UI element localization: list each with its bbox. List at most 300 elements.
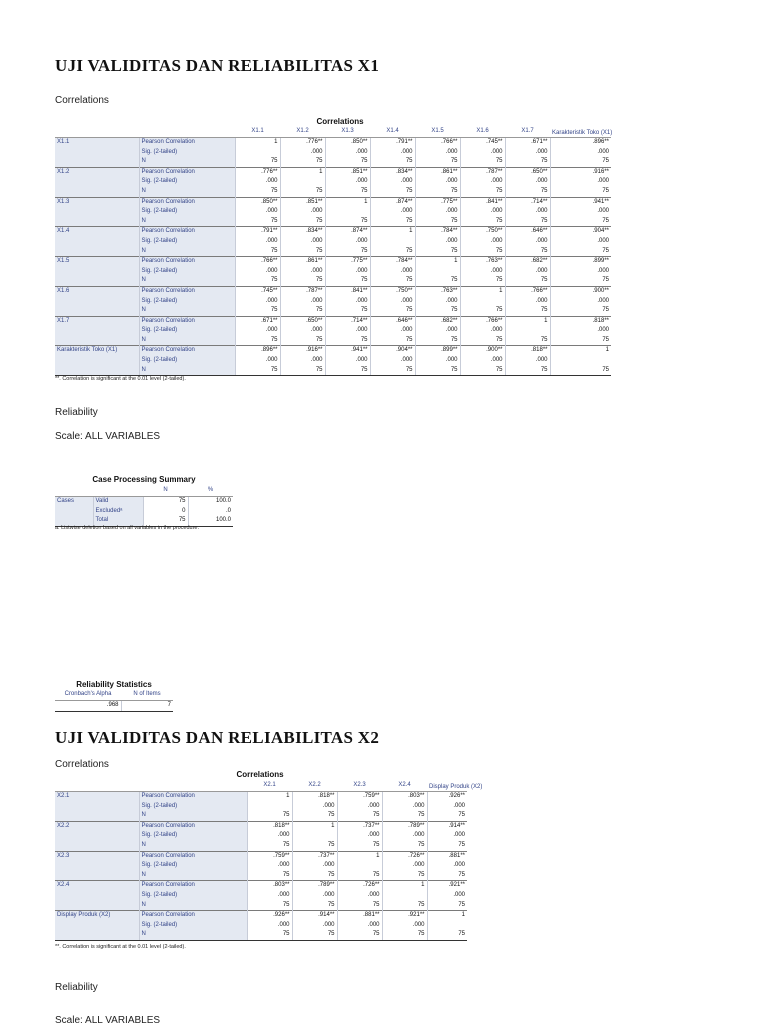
x1-cell: 75 (415, 366, 460, 376)
x1-cell: 75 (550, 157, 611, 167)
x1-cell (280, 177, 325, 187)
stat-label: N (139, 930, 247, 940)
row-label-spacer (55, 841, 139, 851)
x1-cell: .000 (280, 148, 325, 158)
x1-cell: 1 (280, 167, 325, 177)
x1-cell: 1 (460, 286, 505, 296)
reliability-stats-title: Reliability Statistics (76, 680, 152, 689)
x1-table-row (55, 257, 611, 267)
x1-cell: .000 (505, 237, 550, 247)
x1-cell: 75 (460, 276, 505, 286)
x2-row-label: X2.3 (55, 851, 139, 861)
x1-cell: .000 (505, 177, 550, 187)
row-label-spacer (55, 891, 139, 901)
x2-table-row (55, 811, 467, 821)
rel-col-alpha: Cronbach's Alpha (55, 689, 121, 701)
x1-cell: .000 (280, 237, 325, 247)
x1-cell (550, 356, 611, 366)
x1-cell: .745** (235, 286, 280, 296)
x1-table-row (55, 167, 611, 177)
x2-cell: 75 (427, 841, 467, 851)
x1-cell: .000 (235, 326, 280, 336)
rel-col-items: N of Items (121, 689, 173, 701)
stat-label: Sig. (2-tailed) (139, 237, 235, 247)
case-group-label: Cases (55, 497, 93, 507)
stat-label: Pearson Correlation (139, 792, 247, 802)
x1-table-row (55, 197, 611, 207)
x2-cell: 75 (427, 901, 467, 911)
x2-cell: 75 (247, 930, 292, 940)
x1-cell: 75 (415, 247, 460, 257)
x1-cell: .000 (370, 267, 415, 277)
x1-row-label: X1.7 (55, 316, 139, 326)
corr-table-x2-caption: Correlations (236, 770, 284, 779)
case-row-label: Valid (93, 497, 143, 507)
x1-cell: .000 (550, 237, 611, 247)
x2-cell: 75 (382, 871, 427, 881)
x1-table-row (55, 346, 611, 356)
x1-table-row (55, 356, 611, 366)
x1-table-row (55, 306, 611, 316)
x1-cell: 75 (235, 306, 280, 316)
row-label-spacer (55, 237, 139, 247)
x1-cell: 1 (370, 227, 415, 237)
reliability-stats-table (55, 689, 173, 712)
case-row-label: Excludedᵃ (93, 507, 143, 517)
x1-cell: .896** (550, 138, 611, 148)
row-label-spacer (55, 177, 139, 187)
x2-cell: .789** (292, 881, 337, 891)
row-label-spacer (55, 901, 139, 911)
x2-table-row (55, 921, 467, 931)
stat-label: Pearson Correlation (139, 821, 247, 831)
stat-label: Sig. (2-tailed) (139, 297, 235, 307)
x2-row-label: X2.1 (55, 792, 139, 802)
x1-cell: .787** (460, 167, 505, 177)
stat-label: N (139, 366, 235, 376)
x1-cell: 75 (280, 157, 325, 167)
x1-cell: 75 (460, 306, 505, 316)
x1-cell: .682** (505, 257, 550, 267)
x1-cell: .000 (280, 207, 325, 217)
x2-col-header: Display Produk (X2) (427, 780, 467, 792)
x1-cell: .899** (415, 346, 460, 356)
case-col-n: N (143, 485, 188, 497)
x1-cell: 75 (370, 157, 415, 167)
case-row-n: 75 (143, 516, 188, 526)
section1-reliability-label: Reliability (55, 407, 98, 418)
x1-cell: .000 (235, 267, 280, 277)
x1-cell: .775** (415, 197, 460, 207)
x2-cell: 1 (292, 821, 337, 831)
x1-cell: 75 (370, 247, 415, 257)
x2-row-label: X2.2 (55, 821, 139, 831)
x1-cell: .896** (235, 346, 280, 356)
x2-cell: .000 (337, 802, 382, 812)
section2-scale-label: Scale: ALL VARIABLES (55, 1015, 161, 1026)
x2-cell: 75 (337, 871, 382, 881)
x1-cell: 75 (460, 187, 505, 197)
x2-col-header: X2.1 (247, 780, 292, 792)
stat-label: Pearson Correlation (139, 227, 235, 237)
x2-cell: .000 (382, 831, 427, 841)
x1-cell: .750** (370, 286, 415, 296)
x1-cell: 75 (505, 306, 550, 316)
x2-cell (427, 921, 467, 931)
rel-alpha-value: .968 (55, 701, 121, 712)
row-label-spacer (55, 831, 139, 841)
x1-cell: 75 (280, 217, 325, 227)
x1-cell: 75 (370, 336, 415, 346)
x2-cell: 75 (382, 901, 427, 911)
x1-cell: .818** (550, 316, 611, 326)
x1-cell: 75 (280, 187, 325, 197)
x1-cell: .000 (370, 297, 415, 307)
x1-cell (235, 148, 280, 158)
x2-cell: .000 (337, 831, 382, 841)
x1-table-row (55, 336, 611, 346)
section2-correlations-label: Correlations (55, 759, 109, 770)
x1-cell: 75 (550, 187, 611, 197)
stat-label: N (139, 217, 235, 227)
x1-table-row (55, 316, 611, 326)
stat-label: N (139, 306, 235, 316)
x2-table-row (55, 901, 467, 911)
x2-cell: 75 (247, 841, 292, 851)
x2-table-row (55, 851, 467, 861)
x2-cell: 75 (427, 930, 467, 940)
x1-cell (460, 297, 505, 307)
x2-cell: .000 (337, 891, 382, 901)
x1-cell: .841** (460, 197, 505, 207)
x1-cell: 75 (415, 306, 460, 316)
x1-cell: .766** (235, 257, 280, 267)
x1-row-label: X1.1 (55, 138, 139, 148)
x1-cell: .000 (460, 237, 505, 247)
x1-cell: 75 (505, 276, 550, 286)
x1-table-row (55, 177, 611, 187)
section1-correlations-label: Correlations (55, 95, 109, 106)
x1-cell: .000 (235, 207, 280, 217)
x1-cell: 75 (325, 336, 370, 346)
x2-table-row (55, 792, 467, 802)
x1-cell: .671** (235, 316, 280, 326)
x1-cell: .000 (505, 267, 550, 277)
x1-cell: .834** (370, 167, 415, 177)
x1-cell: .000 (505, 297, 550, 307)
x2-table-row (55, 930, 467, 940)
x2-cell: .000 (292, 891, 337, 901)
x2-cell: 75 (292, 811, 337, 821)
x2-table-row (55, 841, 467, 851)
x1-cell: .650** (505, 167, 550, 177)
x1-cell: 75 (325, 247, 370, 257)
row-label-spacer (55, 207, 139, 217)
stat-label: Sig. (2-tailed) (139, 326, 235, 336)
x1-table-row (55, 217, 611, 227)
x1-cell: .000 (325, 237, 370, 247)
x1-cell: .745** (460, 138, 505, 148)
x2-cell: .000 (292, 802, 337, 812)
x1-cell: .776** (235, 167, 280, 177)
stat-label: Sig. (2-tailed) (139, 921, 247, 931)
row-label-spacer (55, 326, 139, 336)
row-label-spacer (55, 861, 139, 871)
stat-label: Sig. (2-tailed) (139, 802, 247, 812)
x1-table-row (55, 138, 611, 148)
case-row-pct: .0 (188, 507, 233, 517)
x1-cell: .000 (325, 267, 370, 277)
x1-col-header: X1.3 (325, 126, 370, 138)
x1-cell: 75 (370, 217, 415, 227)
x1-cell: .000 (460, 148, 505, 158)
x1-table-row (55, 297, 611, 307)
x1-cell: 75 (325, 217, 370, 227)
x1-cell: 1 (550, 346, 611, 356)
x1-cell: 75 (280, 366, 325, 376)
x1-cell: .900** (550, 286, 611, 296)
x1-cell: .818** (505, 346, 550, 356)
x1-cell: 75 (415, 157, 460, 167)
stat-label: N (139, 247, 235, 257)
x1-cell: .874** (370, 197, 415, 207)
x2-cell: .000 (247, 861, 292, 871)
x1-cell: 75 (325, 366, 370, 376)
x1-cell: 75 (505, 157, 550, 167)
row-label-spacer (55, 811, 139, 821)
x1-cell: .000 (280, 326, 325, 336)
x1-cell: 75 (460, 217, 505, 227)
x1-cell: .000 (370, 177, 415, 187)
x2-cell: .000 (382, 861, 427, 871)
x1-table-row (55, 207, 611, 217)
x1-cell: .000 (415, 297, 460, 307)
x1-cell: 75 (550, 306, 611, 316)
x1-cell: .750** (460, 227, 505, 237)
x2-cell: .000 (247, 831, 292, 841)
x1-table-row (55, 366, 611, 376)
x2-cell: .921** (382, 911, 427, 921)
x1-cell: .646** (505, 227, 550, 237)
x2-cell: .921** (427, 881, 467, 891)
x1-row-label: Karakteristik Toko (X1) (55, 346, 139, 356)
x2-table-row (55, 831, 467, 841)
case-row-pct: 100.0 (188, 516, 233, 526)
x1-cell: 75 (550, 247, 611, 257)
x1-col-header: X1.6 (460, 126, 505, 138)
x1-cell: .000 (460, 267, 505, 277)
x1-cell: 1 (325, 197, 370, 207)
x1-cell: .000 (415, 356, 460, 366)
stat-label: Pearson Correlation (139, 851, 247, 861)
x1-col-header: X1.1 (235, 126, 280, 138)
stat-label: Sig. (2-tailed) (139, 207, 235, 217)
x1-cell: .646** (370, 316, 415, 326)
x2-table-row (55, 891, 467, 901)
x1-cell: 75 (235, 187, 280, 197)
x1-cell: .000 (280, 297, 325, 307)
stat-label: N (139, 841, 247, 851)
x1-cell: .000 (325, 148, 370, 158)
x1-table-row (55, 276, 611, 286)
case-row-label: Total (93, 516, 143, 526)
corner-cell (55, 126, 139, 138)
x1-cell: 75 (280, 306, 325, 316)
stat-label: Pearson Correlation (139, 881, 247, 891)
corner-cell (139, 780, 247, 792)
stat-label: N (139, 157, 235, 167)
x1-cell: 75 (325, 157, 370, 167)
corner-cell (55, 780, 139, 792)
x1-cell: .000 (550, 148, 611, 158)
x2-col-header: X2.3 (337, 780, 382, 792)
x2-col-header: X2.4 (382, 780, 427, 792)
x1-cell: 75 (370, 187, 415, 197)
x1-cell: .851** (325, 167, 370, 177)
stat-label: Sig. (2-tailed) (139, 831, 247, 841)
x2-table-row (55, 802, 467, 812)
x2-cell: .803** (247, 881, 292, 891)
x1-cell (370, 237, 415, 247)
x1-cell: 75 (280, 336, 325, 346)
x1-cell: .000 (415, 177, 460, 187)
x2-cell: 75 (292, 871, 337, 881)
x1-table-row (55, 286, 611, 296)
x2-cell: 1 (337, 851, 382, 861)
case-summary-note: a. Listwise deletion based on all variables in the procedure. (55, 525, 200, 531)
x1-cell: .000 (235, 177, 280, 187)
x1-table-row (55, 326, 611, 336)
x2-table-row (55, 881, 467, 891)
stat-label: Pearson Correlation (139, 167, 235, 177)
x2-cell: .881** (337, 911, 382, 921)
x1-cell: .000 (325, 356, 370, 366)
x1-cell: .650** (280, 316, 325, 326)
x1-cell: 75 (235, 247, 280, 257)
x1-cell: .682** (415, 316, 460, 326)
row-label-spacer (55, 802, 139, 812)
section2-footnote: **. Correlation is significant at the 0.01 level (2-tailed). (55, 944, 186, 950)
x1-cell: .851** (280, 197, 325, 207)
x1-cell: .000 (460, 356, 505, 366)
x2-cell: .000 (427, 891, 467, 901)
stat-label: N (139, 901, 247, 911)
x1-cell: .000 (235, 356, 280, 366)
x1-cell: .000 (505, 148, 550, 158)
x1-cell: .000 (550, 297, 611, 307)
x1-cell: 75 (235, 276, 280, 286)
x1-cell: .000 (460, 207, 505, 217)
x2-cell: 75 (337, 811, 382, 821)
x1-cell: 75 (550, 276, 611, 286)
x1-col-header: X1.4 (370, 126, 415, 138)
x2-cell: 75 (247, 901, 292, 911)
x1-cell: .000 (415, 237, 460, 247)
row-label-spacer (55, 306, 139, 316)
x2-cell: .726** (337, 881, 382, 891)
x2-cell (337, 861, 382, 871)
row-label-spacer (55, 276, 139, 286)
x2-cell (382, 891, 427, 901)
x1-cell: .841** (325, 286, 370, 296)
stat-label: N (139, 871, 247, 881)
x1-cell: .000 (550, 207, 611, 217)
case-row-pct: 100.0 (188, 497, 233, 507)
x1-cell: 75 (460, 336, 505, 346)
section1-heading: UJI VALIDITAS DAN RELIABILITAS X1 (55, 56, 380, 75)
correlations-table-x2 (55, 780, 483, 941)
x2-cell: .000 (247, 921, 292, 931)
x2-cell: 75 (382, 930, 427, 940)
stat-label: Sig. (2-tailed) (139, 356, 235, 366)
x1-cell: .874** (325, 227, 370, 237)
x2-cell: 1 (382, 881, 427, 891)
x2-cell: 75 (382, 841, 427, 851)
x2-cell: 75 (247, 811, 292, 821)
x1-cell: 1 (415, 257, 460, 267)
x1-cell (325, 207, 370, 217)
x1-table-row (55, 157, 611, 167)
x1-cell: 75 (505, 366, 550, 376)
row-label-spacer (55, 366, 139, 376)
x1-cell: .916** (550, 167, 611, 177)
x1-cell: 75 (550, 217, 611, 227)
stat-label: Pearson Correlation (139, 257, 235, 267)
x1-cell: .000 (235, 297, 280, 307)
x1-cell: .766** (460, 316, 505, 326)
x1-cell: .904** (370, 346, 415, 356)
corner-cell (139, 126, 235, 138)
x1-col-header: X1.7 (505, 126, 550, 138)
x2-cell: .000 (292, 861, 337, 871)
x1-cell: 75 (325, 276, 370, 286)
stat-label: N (139, 187, 235, 197)
row-label-spacer (55, 157, 139, 167)
x1-cell: .000 (505, 356, 550, 366)
stat-label: Pearson Correlation (139, 197, 235, 207)
x1-cell: 1 (505, 316, 550, 326)
stat-label: Sig. (2-tailed) (139, 267, 235, 277)
x1-cell: 75 (235, 336, 280, 346)
x1-cell: .000 (550, 177, 611, 187)
x2-table-row (55, 821, 467, 831)
row-label-spacer (55, 148, 139, 158)
stat-label: Pearson Correlation (139, 138, 235, 148)
x2-cell: 75 (292, 930, 337, 940)
row-label-spacer (55, 336, 139, 346)
x1-cell: .714** (505, 197, 550, 207)
x2-cell: 75 (337, 901, 382, 911)
stat-label: Pearson Correlation (139, 911, 247, 921)
x2-cell: 75 (292, 901, 337, 911)
section1-footnote: **. Correlation is significant at the 0.01 level (2-tailed). (55, 376, 186, 382)
row-label-spacer (55, 930, 139, 940)
x2-cell: .737** (337, 821, 382, 831)
x2-cell: .000 (292, 921, 337, 931)
x2-cell: .926** (247, 911, 292, 921)
x1-cell: 75 (235, 157, 280, 167)
x2-cell: 75 (337, 841, 382, 851)
section2-reliability-label: Reliability (55, 982, 98, 993)
x1-cell: 75 (505, 336, 550, 346)
x1-cell: .904** (550, 227, 611, 237)
x1-cell: 75 (505, 187, 550, 197)
x2-cell: 75 (382, 811, 427, 821)
x1-cell: .861** (415, 167, 460, 177)
x1-cell: .787** (280, 286, 325, 296)
row-label-spacer (55, 187, 139, 197)
x1-cell: 75 (415, 217, 460, 227)
